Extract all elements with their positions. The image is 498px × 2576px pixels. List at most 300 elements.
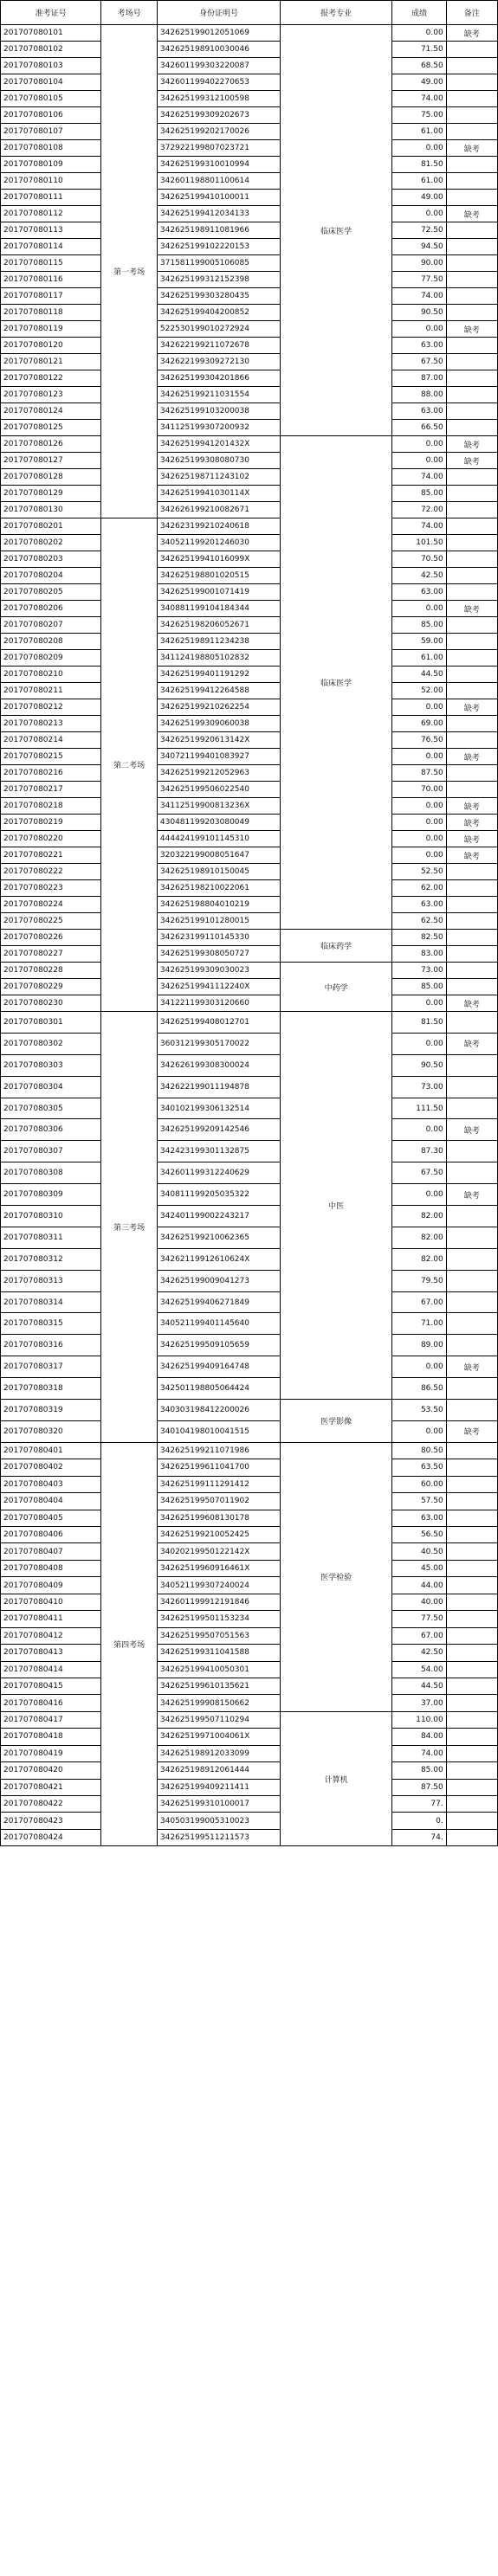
major-cell: 中医 [281, 1012, 392, 1400]
remark-cell [446, 518, 497, 535]
score-cell: 67.50 [392, 354, 446, 370]
table-row [1, 995, 498, 1012]
score-cell: 0.00 [392, 1420, 446, 1442]
remark-cell [446, 91, 497, 107]
table-row [1, 1594, 498, 1610]
id-number-cell: 34262519941030114X [157, 486, 280, 502]
ticket-number-cell: 201707080125 [1, 420, 101, 436]
remark-cell [446, 1098, 497, 1119]
id-number-cell: 342625199507051563 [157, 1627, 280, 1644]
table-row [1, 140, 498, 157]
ticket-number-cell: 201707080405 [1, 1510, 101, 1526]
score-cell: 76.50 [392, 732, 446, 749]
id-number-cell: 342625199210262254 [157, 699, 280, 716]
ticket-number-cell: 201707080121 [1, 354, 101, 370]
score-cell: 74.00 [392, 469, 446, 486]
score-cell: 0.00 [392, 601, 446, 617]
id-number-cell: 342625199209142546 [157, 1119, 280, 1141]
remark-cell [446, 1162, 497, 1184]
table-row [1, 1476, 498, 1492]
id-number-cell: 371581199005106085 [157, 255, 280, 272]
table-row [1, 815, 498, 831]
ticket-number-cell: 201707080206 [1, 601, 101, 617]
table-row [1, 338, 498, 354]
table-row [1, 584, 498, 601]
score-cell: 71.50 [392, 42, 446, 58]
id-number-cell: 342626199210082671 [157, 502, 280, 518]
ticket-number-cell: 201707080106 [1, 107, 101, 124]
ticket-number-cell: 201707080316 [1, 1335, 101, 1356]
id-number-cell: 342625199401191292 [157, 667, 280, 683]
remark-cell: 缺考 [446, 436, 497, 453]
ticket-number-cell: 201707080319 [1, 1400, 101, 1421]
ticket-number-cell: 201707080104 [1, 74, 101, 91]
ticket-number-cell: 201707080230 [1, 995, 101, 1012]
remark-cell [446, 288, 497, 305]
ticket-number-cell: 201707080205 [1, 584, 101, 601]
remark-cell [446, 1661, 497, 1678]
table-row [1, 74, 498, 91]
ticket-number-cell: 201707080110 [1, 173, 101, 190]
id-number-cell: 342625199412034133 [157, 206, 280, 222]
remark-cell [446, 880, 497, 897]
id-number-cell: 342625198804010219 [157, 897, 280, 913]
score-cell: 70.00 [392, 782, 446, 798]
id-number-cell: 340721199401083927 [157, 749, 280, 765]
score-cell: 87.50 [392, 1779, 446, 1795]
major-cell: 临床药学 [281, 930, 392, 963]
id-number-cell: 342625199608130178 [157, 1510, 280, 1526]
remark-cell [446, 370, 497, 387]
ticket-number-cell: 201707080204 [1, 568, 101, 584]
id-number-cell: 342625199511211573 [157, 1829, 280, 1845]
remark-cell [446, 1442, 497, 1459]
remark-cell [446, 1054, 497, 1076]
table-row [1, 699, 498, 716]
ticket-number-cell: 201707080422 [1, 1796, 101, 1813]
id-number-cell: 372922199807023721 [157, 140, 280, 157]
table-row [1, 1033, 498, 1054]
score-cell: 83.00 [392, 946, 446, 963]
table-row [1, 1119, 498, 1141]
ticket-number-cell: 201707080116 [1, 272, 101, 288]
remark-cell [446, 1729, 497, 1745]
score-cell: 82.50 [392, 930, 446, 946]
table-row [1, 1335, 498, 1356]
ticket-number-cell: 201707080202 [1, 535, 101, 551]
table-row [1, 518, 498, 535]
remark-cell [446, 535, 497, 551]
remark-cell [446, 782, 497, 798]
ticket-number-cell: 201707080114 [1, 239, 101, 255]
id-number-cell: 34262519941016099X [157, 551, 280, 568]
table-row [1, 403, 498, 420]
id-number-cell: 340811199205035322 [157, 1184, 280, 1206]
table-row [1, 1661, 498, 1678]
table-row [1, 288, 498, 305]
ticket-number-cell: 201707080109 [1, 157, 101, 173]
score-cell: 62.00 [392, 880, 446, 897]
ticket-number-cell: 201707080401 [1, 1442, 101, 1459]
id-number-cell: 34020219950122142X [157, 1543, 280, 1560]
id-number-cell: 342625199111291412 [157, 1476, 280, 1492]
remark-cell: 缺考 [446, 749, 497, 765]
remark-cell [446, 1313, 497, 1335]
ticket-number-cell: 201707080307 [1, 1141, 101, 1162]
ticket-number-cell: 201707080407 [1, 1543, 101, 1560]
table-row [1, 847, 498, 864]
ticket-number-cell: 201707080211 [1, 683, 101, 699]
score-cell: 82.00 [392, 1248, 446, 1270]
id-number-cell: 342501198805064424 [157, 1378, 280, 1400]
score-cell: 57.50 [392, 1493, 446, 1510]
remark-cell [446, 1829, 497, 1845]
score-cell: 0.00 [392, 321, 446, 338]
score-cell: 52.50 [392, 864, 446, 880]
ticket-number-cell: 201707080415 [1, 1678, 101, 1694]
ticket-number-cell: 201707080101 [1, 25, 101, 42]
table-row [1, 1543, 498, 1560]
remark-cell [446, 124, 497, 140]
table-row [1, 963, 498, 979]
score-cell: 63.00 [392, 897, 446, 913]
table-row [1, 1779, 498, 1795]
table-row [1, 831, 498, 847]
ticket-number-cell: 201707080212 [1, 699, 101, 716]
remark-cell: 缺考 [446, 1033, 497, 1054]
id-number-cell: 342625198911081966 [157, 222, 280, 239]
id-number-cell: 444424199101145310 [157, 831, 280, 847]
remark-cell [446, 239, 497, 255]
ticket-number-cell: 201707080227 [1, 946, 101, 963]
id-number-cell: 342625199410100011 [157, 190, 280, 206]
ticket-number-cell: 201707080105 [1, 91, 101, 107]
table-row [1, 1762, 498, 1779]
table-row [1, 91, 498, 107]
remark-cell [446, 403, 497, 420]
ticket-number-cell: 201707080216 [1, 765, 101, 782]
table-row [1, 1829, 498, 1845]
table-row [1, 124, 498, 140]
id-number-cell: 342625199303280435 [157, 288, 280, 305]
remark-cell: 缺考 [446, 995, 497, 1012]
ticket-number-cell: 201707080112 [1, 206, 101, 222]
id-number-cell: 342625198206052671 [157, 617, 280, 634]
ticket-number-cell: 201707080421 [1, 1779, 101, 1795]
remark-cell [446, 1248, 497, 1270]
ticket-number-cell: 201707080318 [1, 1378, 101, 1400]
id-number-cell: 342625199211031554 [157, 387, 280, 403]
table-row [1, 206, 498, 222]
table-row [1, 1054, 498, 1076]
ticket-number-cell: 201707080122 [1, 370, 101, 387]
ticket-number-cell: 201707080408 [1, 1560, 101, 1576]
remark-cell [446, 1012, 497, 1034]
remark-cell [446, 173, 497, 190]
ticket-number-cell: 201707080224 [1, 897, 101, 913]
ticket-number-cell: 201707080222 [1, 864, 101, 880]
score-cell: 61.00 [392, 173, 446, 190]
remark-cell [446, 338, 497, 354]
id-number-cell: 34262519971004061X [157, 1729, 280, 1745]
ticket-number-cell: 201707080215 [1, 749, 101, 765]
id-number-cell: 342625198912061444 [157, 1762, 280, 1779]
table-row [1, 58, 498, 74]
remark-cell [446, 584, 497, 601]
score-cell: 63.00 [392, 403, 446, 420]
table-row [1, 1745, 498, 1761]
remark-cell [446, 1695, 497, 1711]
ticket-number-cell: 201707080208 [1, 634, 101, 650]
remark-cell [446, 74, 497, 91]
ticket-number-cell: 201707080410 [1, 1594, 101, 1610]
score-cell: 85.00 [392, 1762, 446, 1779]
remark-cell [446, 1076, 497, 1098]
remark-cell [446, 1796, 497, 1813]
exam-room-cell: 第二考场 [101, 518, 158, 1012]
ticket-number-cell: 201707080420 [1, 1762, 101, 1779]
score-cell: 74.00 [392, 91, 446, 107]
score-cell: 74.00 [392, 1745, 446, 1761]
remark-cell [446, 979, 497, 995]
remark-cell: 缺考 [446, 847, 497, 864]
ticket-number-cell: 201707080126 [1, 436, 101, 453]
id-number-cell: 342625199309060038 [157, 716, 280, 732]
remark-cell [446, 1745, 497, 1761]
score-cell: 85.00 [392, 486, 446, 502]
id-number-cell: 342623199110145330 [157, 930, 280, 946]
table-row [1, 930, 498, 946]
ticket-number-cell: 201707080130 [1, 502, 101, 518]
score-cell: 90.50 [392, 1054, 446, 1076]
ticket-number-cell: 201707080304 [1, 1076, 101, 1098]
ticket-number-cell: 201707080423 [1, 1813, 101, 1829]
id-number-cell: 342623199210240618 [157, 518, 280, 535]
id-number-cell: 34112519900813236X [157, 798, 280, 815]
score-cell: 0.00 [392, 206, 446, 222]
remark-cell [446, 650, 497, 667]
ticket-number-cell: 201707080214 [1, 732, 101, 749]
ticket-number-cell: 201707080115 [1, 255, 101, 272]
remark-cell [446, 765, 497, 782]
ticket-number-cell: 201707080305 [1, 1098, 101, 1119]
ticket-number-cell: 201707080229 [1, 979, 101, 995]
remark-cell [446, 1779, 497, 1795]
remark-cell [446, 1476, 497, 1492]
table-row [1, 1184, 498, 1206]
remark-cell [446, 1762, 497, 1779]
remark-cell [446, 107, 497, 124]
remark-cell [446, 42, 497, 58]
ticket-number-cell: 201707080103 [1, 58, 101, 74]
id-number-cell: 34262119912610624X [157, 1248, 280, 1270]
score-cell: 81.50 [392, 1012, 446, 1034]
score-cell: 0.00 [392, 995, 446, 1012]
ticket-number-cell: 201707080201 [1, 518, 101, 535]
table-row [1, 782, 498, 798]
score-cell: 44.50 [392, 667, 446, 683]
remark-cell [446, 387, 497, 403]
score-cell: 0.00 [392, 25, 446, 42]
score-cell: 42.50 [392, 1645, 446, 1661]
remark-cell: 缺考 [446, 699, 497, 716]
ticket-number-cell: 201707080417 [1, 1711, 101, 1728]
ticket-number-cell: 201707080209 [1, 650, 101, 667]
id-number-cell: 342625198801020515 [157, 568, 280, 584]
table-row [1, 634, 498, 650]
id-number-cell: 34262519960916461X [157, 1560, 280, 1576]
score-cell: 67.00 [392, 1291, 446, 1313]
ticket-number-cell: 201707080113 [1, 222, 101, 239]
id-number-cell: 342625199410050301 [157, 1661, 280, 1678]
score-cell: 67.00 [392, 1627, 446, 1644]
id-number-cell: 342625199311041588 [157, 1645, 280, 1661]
table-row [1, 1442, 498, 1459]
table-row [1, 1695, 498, 1711]
score-cell: 88.00 [392, 387, 446, 403]
remark-cell [446, 190, 497, 206]
ticket-number-cell: 201707080301 [1, 1012, 101, 1034]
table-row [1, 601, 498, 617]
remark-cell [446, 1378, 497, 1400]
table-row [1, 946, 498, 963]
remark-cell [446, 157, 497, 173]
table-row [1, 1098, 498, 1119]
score-cell: 62.50 [392, 913, 446, 930]
remark-cell [446, 568, 497, 584]
table-row [1, 157, 498, 173]
ticket-number-cell: 201707080312 [1, 1248, 101, 1270]
score-cell: 72.00 [392, 502, 446, 518]
table-row [1, 222, 498, 239]
id-number-cell: 342625199611041700 [157, 1459, 280, 1476]
score-cell: 54.00 [392, 1661, 446, 1678]
table-row [1, 42, 498, 58]
table-row [1, 897, 498, 913]
id-number-cell: 342601199303220087 [157, 58, 280, 74]
ticket-number-cell: 201707080416 [1, 1695, 101, 1711]
id-number-cell: 342601199312240629 [157, 1162, 280, 1184]
table-row [1, 1627, 498, 1644]
score-cell: 0.00 [392, 453, 446, 469]
ticket-number-cell: 201707080404 [1, 1493, 101, 1510]
id-number-cell: 342625199304201866 [157, 370, 280, 387]
id-number-cell: 342625199212052963 [157, 765, 280, 782]
id-number-cell: 342625199409164748 [157, 1356, 280, 1378]
table-row [1, 749, 498, 765]
header-exam-room: 考场号 [101, 1, 158, 25]
ticket-number-cell: 201707080308 [1, 1162, 101, 1184]
id-number-cell: 340521199201246030 [157, 535, 280, 551]
remark-cell: 缺考 [446, 798, 497, 815]
ticket-number-cell: 201707080223 [1, 880, 101, 897]
remark-cell [446, 1493, 497, 1510]
table-row [1, 1206, 498, 1227]
remark-cell [446, 864, 497, 880]
id-number-cell: 342622199211072678 [157, 338, 280, 354]
remark-cell [446, 1543, 497, 1560]
score-cell: 40.50 [392, 1543, 446, 1560]
id-number-cell: 342625199509105659 [157, 1335, 280, 1356]
id-number-cell: 340881199104184344 [157, 601, 280, 617]
id-number-cell: 342625199312100598 [157, 91, 280, 107]
remark-cell: 缺考 [446, 1356, 497, 1378]
table-row [1, 765, 498, 782]
table-row [1, 1420, 498, 1442]
id-number-cell: 342625199309030023 [157, 963, 280, 979]
remark-cell: 缺考 [446, 206, 497, 222]
table-row [1, 354, 498, 370]
table-row [1, 864, 498, 880]
id-number-cell: 342625199406271849 [157, 1291, 280, 1313]
remark-cell [446, 1270, 497, 1291]
score-cell: 0.00 [392, 798, 446, 815]
ticket-number-cell: 201707080210 [1, 667, 101, 683]
id-number-cell: 522530199010272924 [157, 321, 280, 338]
score-cell: 70.50 [392, 551, 446, 568]
ticket-number-cell: 201707080418 [1, 1729, 101, 1745]
remark-cell: 缺考 [446, 601, 497, 617]
table-row [1, 1076, 498, 1098]
id-number-cell: 342625199908150662 [157, 1695, 280, 1711]
table-row [1, 1291, 498, 1313]
table-row [1, 305, 498, 321]
table-row [1, 1162, 498, 1184]
table-row [1, 1796, 498, 1813]
table-row [1, 1356, 498, 1378]
score-cell: 63.50 [392, 1459, 446, 1476]
ticket-number-cell: 201707080402 [1, 1459, 101, 1476]
remark-cell [446, 354, 497, 370]
id-number-cell: 342401199002243217 [157, 1206, 280, 1227]
ticket-number-cell: 201707080228 [1, 963, 101, 979]
score-cell: 60.00 [392, 1476, 446, 1492]
id-number-cell: 342625198910030046 [157, 42, 280, 58]
id-number-cell: 342423199301132875 [157, 1141, 280, 1162]
score-cell: 82.00 [392, 1206, 446, 1227]
id-number-cell: 342625199210062365 [157, 1227, 280, 1248]
score-cell: 44.00 [392, 1577, 446, 1594]
score-cell: 90.50 [392, 305, 446, 321]
score-cell: 0.00 [392, 1356, 446, 1378]
id-number-cell: 341221199303120660 [157, 995, 280, 1012]
score-cell: 45.00 [392, 1560, 446, 1576]
table-row [1, 436, 498, 453]
remark-cell [446, 617, 497, 634]
header-remark: 备注 [446, 1, 497, 25]
table-row [1, 387, 498, 403]
remark-cell: 缺考 [446, 1119, 497, 1141]
id-number-cell: 340503199005310023 [157, 1813, 280, 1829]
id-number-cell: 342625199308080730 [157, 453, 280, 469]
id-number-cell: 342625198912033099 [157, 1745, 280, 1761]
table-row [1, 683, 498, 699]
score-cell: 52.00 [392, 683, 446, 699]
table-row [1, 1012, 498, 1034]
id-number-cell: 342625198911234238 [157, 634, 280, 650]
remark-cell [446, 1577, 497, 1594]
score-cell: 82.00 [392, 1227, 446, 1248]
ticket-number-cell: 201707080108 [1, 140, 101, 157]
table-row [1, 650, 498, 667]
score-cell: 84.00 [392, 1729, 446, 1745]
table-row [1, 913, 498, 930]
score-cell: 63.00 [392, 584, 446, 601]
major-cell: 临床医学 [281, 436, 392, 930]
table-row [1, 1611, 498, 1627]
major-cell: 医学检验 [281, 1442, 392, 1711]
score-cell: 85.00 [392, 979, 446, 995]
